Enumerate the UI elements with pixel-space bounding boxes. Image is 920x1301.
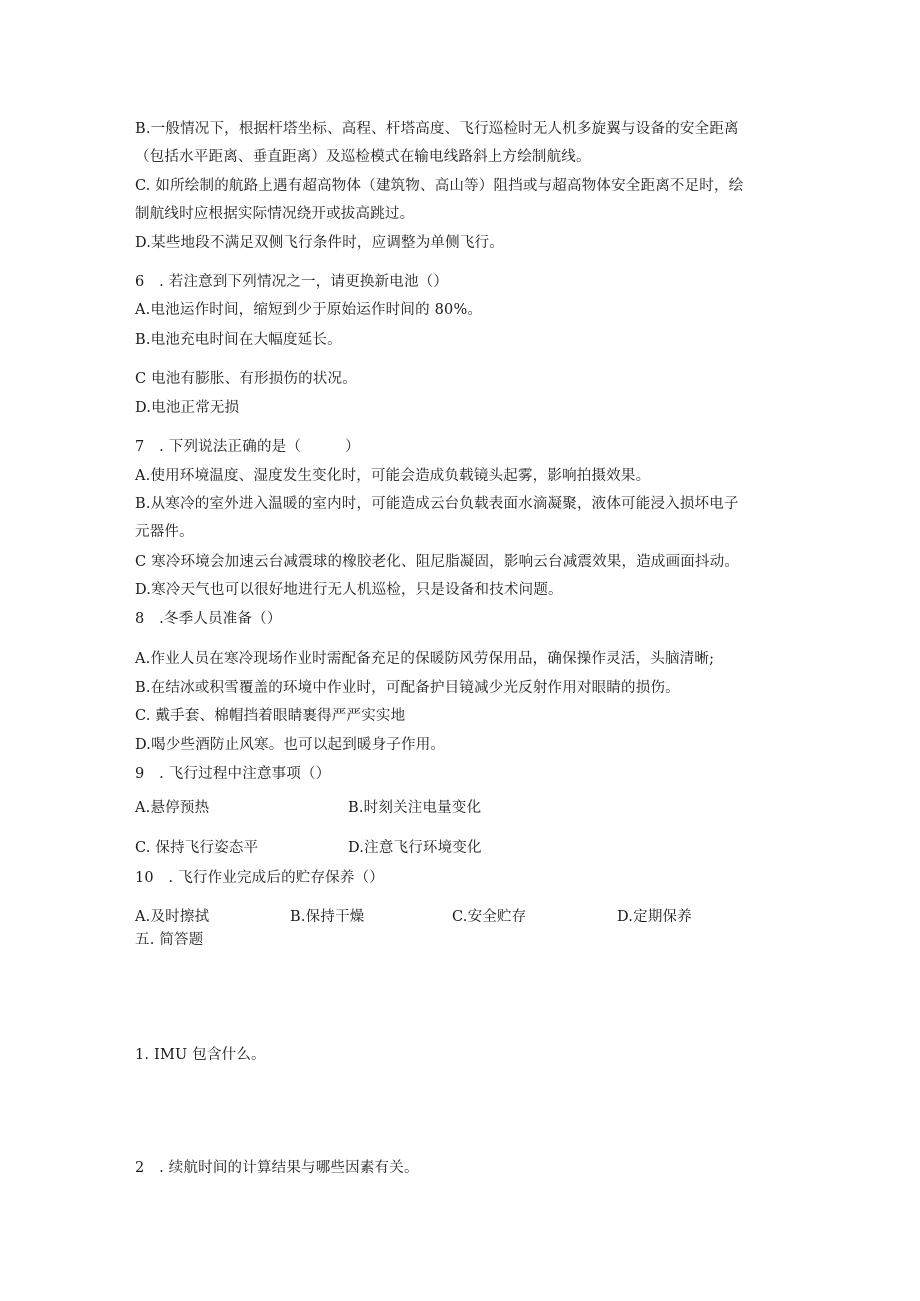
q7-option-b-line1: B.从寒冷的室外进入温暖的室内时，可能造成云台负载表面水滴凝聚，液体可能浸入损坏电子 <box>135 496 739 512</box>
q8-option-b: B.在结冰或积雪覆盖的环境中作业时，可配备护目镜减少光反射作用对眼睛的损伤。 <box>135 680 680 696</box>
q7-option-d: D.寒冷天气也可以很好地进行无人机巡检，只是设备和技术问题。 <box>135 582 563 598</box>
q10-option-d: D.定期保养 <box>617 909 692 925</box>
q5-option-b-line1: B.一般情况下，根据杆塔坐标、高程、杆塔高度、飞行巡检时无人机多旋翼与设备的安全距离 <box>135 121 739 137</box>
q7-option-c: C 寒冷环境会加速云台减震球的橡胶老化、阻尼脂凝固，影响云台减震效果，造成画面抖动。 <box>135 554 740 570</box>
q5-option-d: D.某些地段不满足双侧飞行条件时，应调整为单侧飞行。 <box>135 235 504 251</box>
q6-option-a: A.电池运作时间，缩短到少于原始运作时间的 80%。 <box>135 302 483 318</box>
q9-option-d: D.注意飞行环境变化 <box>348 840 482 856</box>
q9-option-b: B.时刻关注电量变化 <box>348 800 482 816</box>
q6-question: 6 . 若注意到下列情况之一，请更换新电池（） <box>135 274 449 290</box>
q5-option-c-line2: 制航线时应根据实际情况绕开或拔高跳过。 <box>135 206 415 222</box>
q10-option-a: A.及时擦拭 <box>135 909 210 925</box>
q7-option-b-line2: 元器件。 <box>135 524 194 540</box>
section-5-title: 五. 简答题 <box>135 932 204 948</box>
short-answer-q1: 1. IMU 包含什么。 <box>135 1047 266 1063</box>
q9-option-c: C. 保持飞行姿态平 <box>135 840 259 856</box>
q9-option-a: A.悬停预热 <box>135 800 210 816</box>
q7-question: 7 . 下列说法正确的是（ ） <box>135 439 360 455</box>
q6-option-c: C 电池有膨胀、有形损伤的状况。 <box>135 371 357 387</box>
q6-option-b: B.电池充电时间在大幅度延长。 <box>135 332 342 348</box>
q8-option-a: A.作业人员在寒冷现场作业时需配备充足的保暖防风劳保用品，确保操作灵活，头脑清晰; <box>135 651 715 667</box>
q8-question: 8 .冬季人员准备（） <box>135 611 282 627</box>
q10-option-b: B.保持干燥 <box>290 909 365 925</box>
q5-option-c-line1: C. 如所绘制的航路上遇有超高物体（建筑物、高山等）阻挡或与超高物体安全距离不足时，绘 <box>135 178 744 194</box>
q10-question: 10 . 飞行作业完成后的贮存保养（） <box>135 870 384 886</box>
q6-option-d: D.电池正常无损 <box>135 400 240 416</box>
q8-option-d: D.喝少些酒防止风寒。也可以起到暖身子作用。 <box>135 737 446 753</box>
q5-option-b-line2: （包括水平距离、垂直距离）及巡检模式在输电线路斜上方绘制航线。 <box>135 149 591 165</box>
q9-question: 9 . 飞行过程中注意事项（） <box>135 766 331 782</box>
q10-option-c: C.安全贮存 <box>452 909 527 925</box>
q8-option-c: C. 戴手套、棉帽挡着眼睛裹得严严实实地 <box>135 708 406 724</box>
short-answer-q2: 2 . 续航时间的计算结果与哪些因素有关。 <box>135 1160 419 1176</box>
q7-option-a: A.使用环境温度、湿度发生变化时，可能会造成负载镜头起雾，影响拍摄效果。 <box>135 468 651 484</box>
